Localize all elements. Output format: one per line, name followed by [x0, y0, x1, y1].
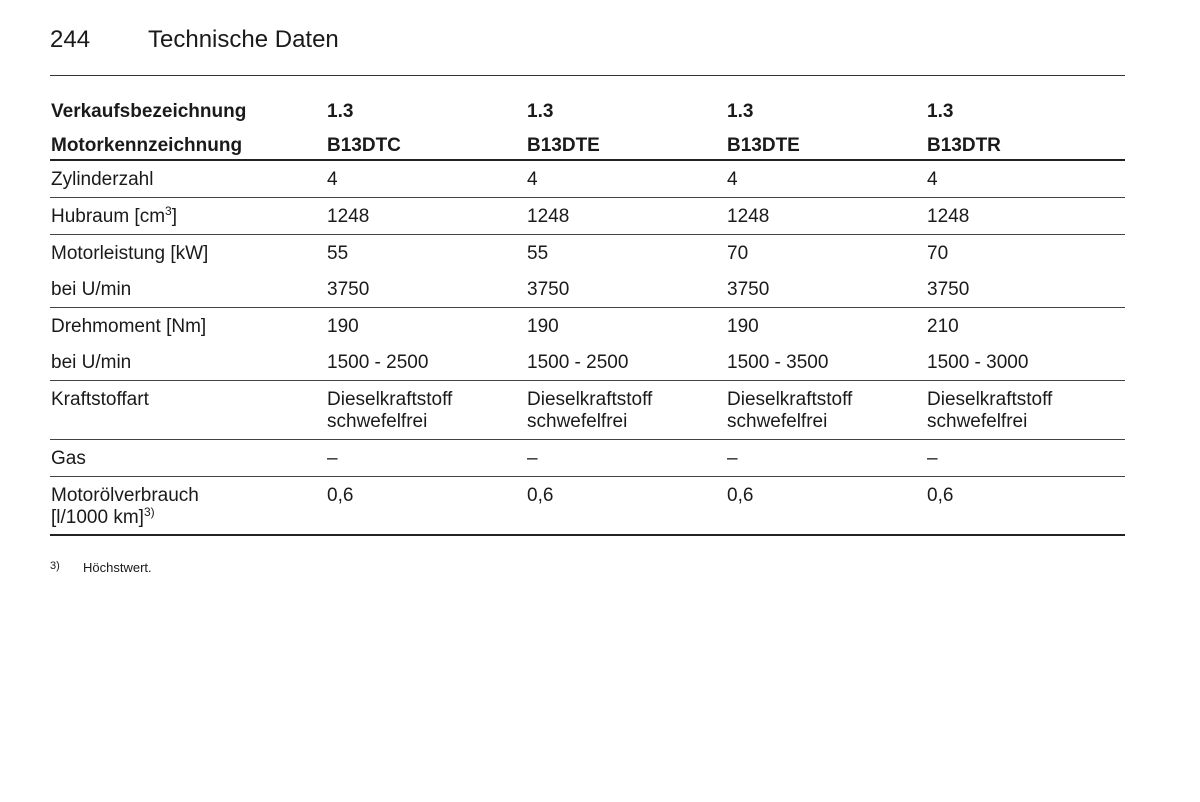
- header-cell: B13DTE: [526, 130, 726, 160]
- header-cell: 1.3: [527, 101, 554, 122]
- table-row: [50, 198, 1125, 235]
- header-cell: 1.3: [327, 101, 354, 122]
- table-cell: –: [326, 440, 526, 477]
- page-number: 244: [50, 26, 91, 53]
- table-cell: 4: [926, 160, 1125, 198]
- row-label-line2: [51, 507, 326, 529]
- header-label: Motorkennzeichnung: [50, 130, 326, 160]
- page-title: Technische Daten: [148, 26, 339, 53]
- footnote-text: Höchstwert.: [83, 560, 152, 575]
- table-cell: 190: [327, 316, 359, 337]
- header-cell: B13DTR: [926, 130, 1125, 160]
- header-cell: 1.3: [727, 101, 754, 122]
- row-label: [50, 477, 326, 536]
- table-header-row-sales-name: [50, 96, 1125, 130]
- row-label: Zylinderzahl: [50, 160, 326, 198]
- table-row: [50, 381, 1125, 440]
- header-rule: [50, 75, 1125, 76]
- table-cell: 1248: [326, 198, 526, 235]
- cell-line: schwefelfrei: [927, 411, 1028, 432]
- table-cell: 70: [927, 243, 949, 264]
- table-cell: [726, 381, 926, 440]
- row-label-text: Motorölverbrauch: [51, 485, 199, 506]
- table-cell: 0,6: [526, 477, 726, 536]
- table-cell: 55: [527, 243, 549, 264]
- table-cell: 4: [326, 160, 526, 198]
- table-row: [50, 477, 1125, 536]
- header-cell: B13DTE: [726, 130, 926, 160]
- cell-line: schwefelfrei: [327, 411, 428, 432]
- table-row: [50, 440, 1125, 477]
- table-cell: 70: [727, 243, 749, 264]
- cell-line: Dieselkraftstoff: [727, 389, 853, 410]
- table-cell: 4: [726, 160, 926, 198]
- cell-line: Dieselkraftstoff: [327, 389, 453, 410]
- row-label: bei U/min: [50, 271, 326, 308]
- table-cell: 1500 - 2500: [526, 344, 726, 381]
- table-row: [50, 308, 1125, 345]
- table-cell: 1500 - 2500: [326, 344, 526, 381]
- table-cell: 0,6: [726, 477, 926, 536]
- row-label-suffix: ]: [171, 206, 177, 227]
- table-cell: 55: [327, 243, 349, 264]
- header-cell: 1.3: [927, 101, 954, 122]
- table-cell: 0,6: [326, 477, 526, 536]
- table-cell: [326, 381, 526, 440]
- header-label: Verkaufsbezeichnung: [51, 101, 247, 122]
- table-cell: 210: [927, 316, 959, 337]
- table-cell: 3750: [926, 271, 1125, 308]
- footnote: [50, 560, 152, 575]
- table-cell: 3750: [326, 271, 526, 308]
- table-cell: 1248: [726, 198, 926, 235]
- row-label: Gas: [50, 440, 326, 477]
- row-label-text: Hubraum [cm: [51, 206, 166, 227]
- cell-line: schwefelfrei: [727, 411, 828, 432]
- row-label: Kraftstoffart: [50, 381, 326, 440]
- header-cell: B13DTC: [326, 130, 526, 160]
- table-cell: 3750: [726, 271, 926, 308]
- footnote-mark: 3): [50, 560, 60, 572]
- table-row: [50, 235, 1125, 272]
- table-row: [50, 344, 1125, 381]
- table-cell: 4: [526, 160, 726, 198]
- table-cell: 1500 - 3500: [726, 344, 926, 381]
- table-cell: 1248: [526, 198, 726, 235]
- cell-line: schwefelfrei: [527, 411, 628, 432]
- table-row: [50, 271, 1125, 308]
- table-cell: [526, 381, 726, 440]
- row-label: bei U/min: [50, 344, 326, 381]
- row-label: Motorleistung [kW]: [51, 243, 209, 264]
- table-row: [50, 160, 1125, 198]
- table-cell: –: [926, 440, 1125, 477]
- row-label: [50, 198, 326, 235]
- table-cell: 1248: [926, 198, 1125, 235]
- superscript: 3: [165, 204, 172, 218]
- cell-line: Dieselkraftstoff: [927, 389, 1053, 410]
- row-label: Drehmoment [Nm]: [51, 316, 207, 337]
- table-cell: 0,6: [926, 477, 1125, 536]
- table-cell: 190: [727, 316, 759, 337]
- table-cell: 3750: [526, 271, 726, 308]
- row-label-unit: [l/1000 km]: [51, 507, 144, 528]
- table-cell: [926, 381, 1125, 440]
- table-header-row-engine-code: [50, 130, 1125, 160]
- table-cell: 190: [527, 316, 559, 337]
- table-cell: –: [526, 440, 726, 477]
- cell-line: Dieselkraftstoff: [527, 389, 653, 410]
- table-cell: –: [726, 440, 926, 477]
- footnote-reference: 3): [143, 505, 155, 519]
- engine-spec-table: [50, 96, 1125, 536]
- table-cell: 1500 - 3000: [926, 344, 1125, 381]
